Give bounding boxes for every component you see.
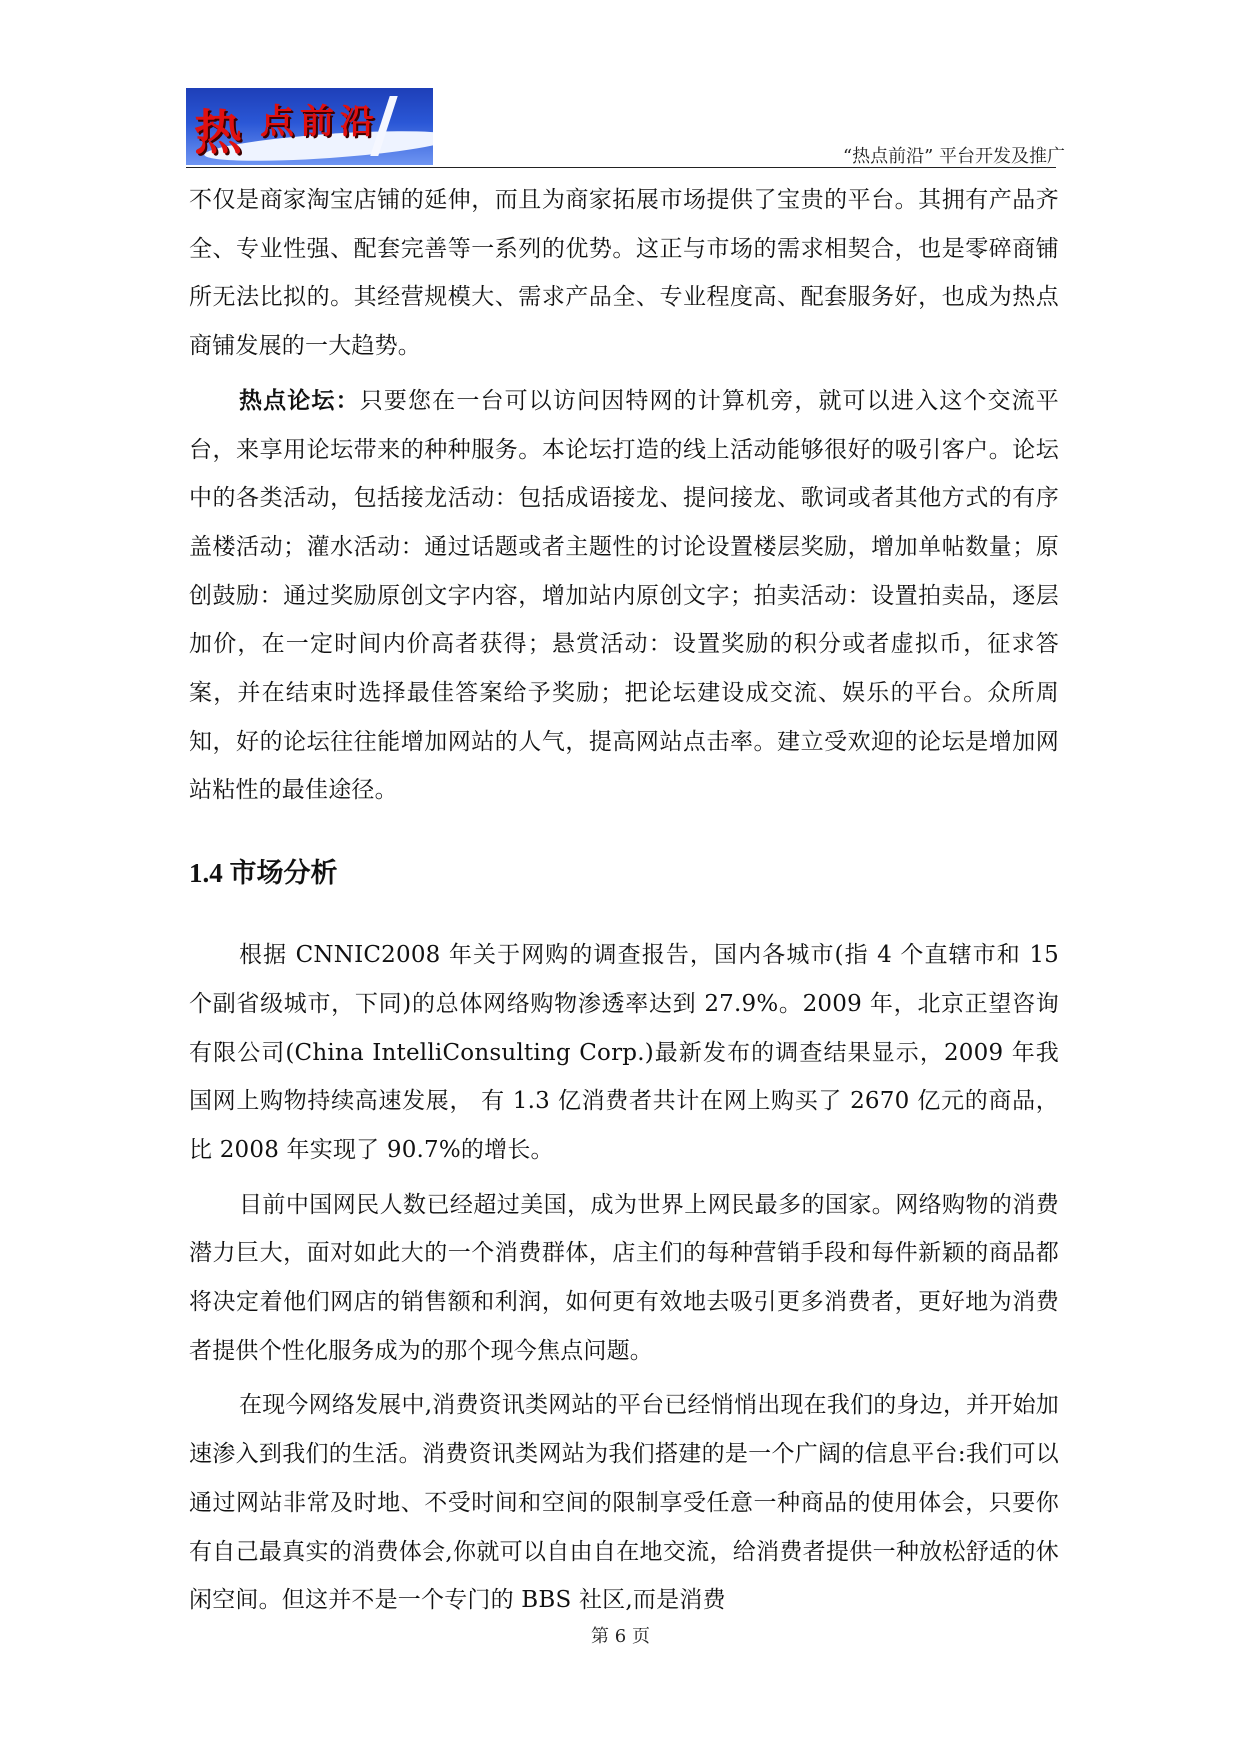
site-logo <box>186 88 433 165</box>
logo-text: 点前沿 <box>260 102 380 142</box>
section-heading: 1.4 市场分析 <box>189 858 338 889</box>
page-number: 第 6 页 <box>591 1626 650 1647</box>
paragraph-continued: 不仅是商家淘宝店铺的延伸，而且为商家拓展市场提供了宝贵的平台。其拥有产品齐全、专业性强、配套完善等一系列的优势。这正与市场的需求相契合，也是零碎商铺所无法比拟的。其经营规模大、需求产品全、专业程度高、配套服务好，也成为热点商铺发展的一大趋势。 <box>189 187 1059 360</box>
document-body <box>189 176 1059 1625</box>
paragraph-cnnic: 根据 CNNIC2008 年关于网购的调查报告，国内各城市(指 4 个直辖市和 15 个副省级城市，下同)的总体网络购物渗透率达到 27.9%。2009 年，北京正望咨询有限公司(China IntelliConsulting Corp.)最新发布的调查结果显示，2009 年我国网上购物持续高速发展， 有 1.3 亿消费者共计在网上购买了 2670 亿元的商品，比 2008 年实现了 90.7%的增长。 <box>189 942 1059 1163</box>
header-rule <box>186 167 1056 168</box>
forum-label: 热点论坛： <box>239 386 360 414</box>
header-title: “热点前沿” 平台开发及推广 <box>842 146 1065 167</box>
paragraph-consumer-sites: 在现今网络发展中,消费资讯类网站的平台已经悄悄出现在我们的身边，并开始加速渗入到我们的生活。消费资讯类网站为我们搭建的是一个广阔的信息平台:我们可以通过网站非常及时地、不受时间和空间的限制享受任意一种商品的使用体会，只要你有自己最真实的消费体会,你就可以自由自在地交流，给消费者提供一种放松舒适的休闲空间。但这并不是一个专门的 BBS 社区,而是消费 <box>189 1392 1059 1614</box>
paragraph-netizens: 目前中国网民人数已经超过美国，成为世界上网民最多的国家。网络购物的消费潜力巨大，面对如此大的一个消费群体，店主们的每种营销手段和每件新颖的商品都将决定着他们网店的销售额和利润，如何更有效地去吸引更多消费者，更好地为消费者提供个性化服务成为的那个现今焦点问题。 <box>189 1191 1059 1364</box>
paragraph-forum <box>189 377 1059 815</box>
logo-char: 热 <box>194 105 243 161</box>
forum-text: 只要您在一台可以访问因特网的计算机旁，就可以进入这个交流平台，来享用论坛带来的种种服务。本论坛打造的线上活动能够很好的吸引客户。论坛中的各类活动，包括接龙活动：包括成语接龙、提问接龙、歌词或者其他方式的有序盖楼活动；灌水活动：通过话题或者主题性的讨论设置楼层奖励，增加单帖数量；原创鼓励：通过奖励原创文字内容，增加站内原创文字；拍卖活动：设置拍卖品，逐层加价，在一定时间内价高者获得；悬赏活动：设置奖励的积分或者虚拟币，征求答案，并在结束时选择最佳答案给予奖励；把论坛建设成交流、娱乐的平台。众所周知，好的论坛往往能增加网站的人气，提高网站点击率。建立受欢迎的论坛是增加网站粘性的最佳途径。 <box>189 387 1059 804</box>
